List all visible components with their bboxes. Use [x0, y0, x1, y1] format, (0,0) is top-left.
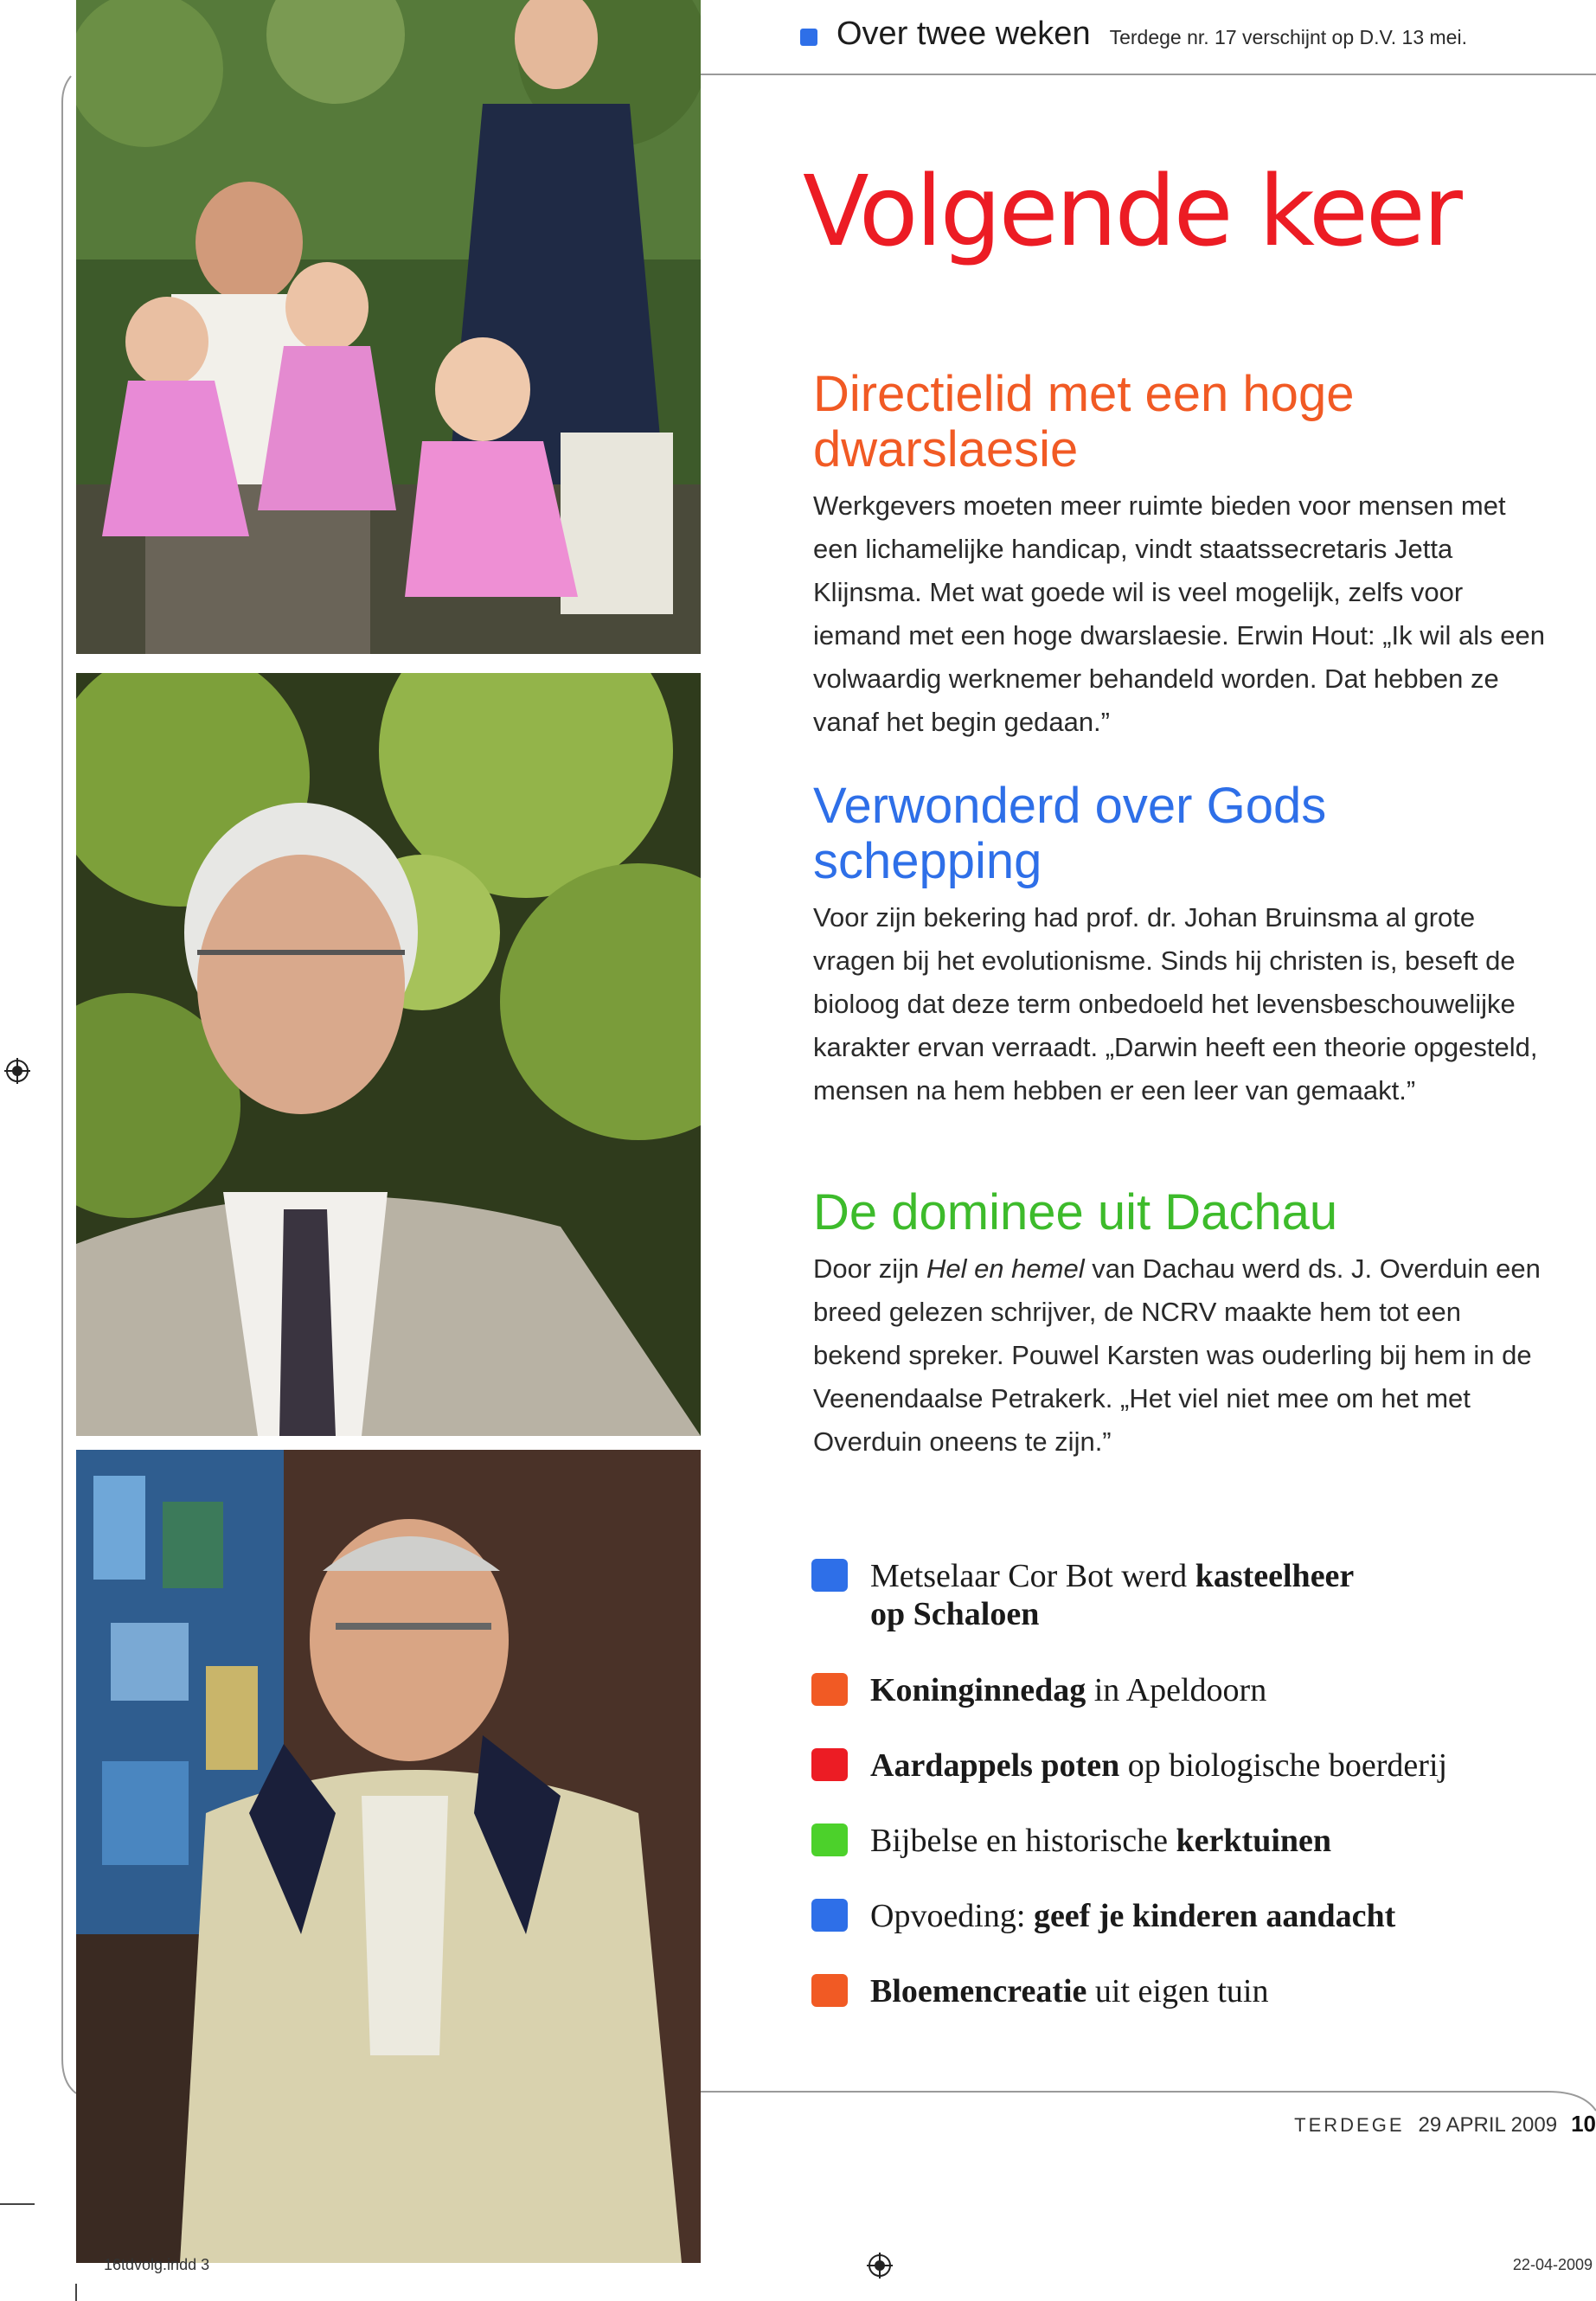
teaser-text: [870, 1972, 1268, 2010]
teaser-text-part: in Apeldoorn: [1086, 1672, 1267, 1708]
header-strip: [800, 16, 1467, 53]
teaser-highlight: op Schaloen: [870, 1596, 1040, 1632]
registration-mark-icon: [867, 2253, 893, 2279]
article-dachau: [813, 1185, 1548, 1464]
teaser-highlight: kerktuinen: [1176, 1823, 1332, 1859]
teaser-marker: [811, 1559, 848, 1592]
teaser-item: [811, 1747, 1447, 1785]
teaser-text: [870, 1897, 1395, 1935]
article-body: Voor zijn bekering had prof. dr. Johan Bruinsma al grote vragen bij het evolutionisme. Sinds hij christen is, beseft de bioloog dat deze term onbedoeld het levensbeschouwelijke karakter ervan verraadt. „Darwin heeft een theorie opgesteld, mensen na hem hebben er een leer van gemaakt.”: [813, 902, 1538, 1106]
page-number: 10: [1571, 2111, 1596, 2137]
teaser-item: [811, 1671, 1266, 1709]
article-heading: Directielid met een hoge dwarslaesie: [813, 366, 1355, 478]
preview-label: Over twee weken: [836, 16, 1091, 52]
teaser-marker: [811, 1974, 848, 2007]
teaser-highlight: Bloemencreatie: [870, 1973, 1087, 2009]
article-heading: De dominee uit Dachau: [813, 1184, 1338, 1240]
teaser-highlight: Aardappels poten: [870, 1747, 1120, 1784]
teaser-highlight: Koninginnedag: [870, 1672, 1086, 1708]
teaser-text-part: op biologische boerderij: [1119, 1747, 1448, 1784]
article-body-part: van Dachau werd ds. J. Overduin een breed gelezen schrijver, de NCRV maakte hem tot een bekend spreker. Pouwel Karsten was ouderling bij hem in de Veenendaalse Petrakerk. „Het viel niet mee om het met Overduin oneens te zijn.”: [813, 1253, 1541, 1457]
teaser-highlight: geef je kinderen aandacht: [1033, 1898, 1396, 1934]
article-schepping: [813, 779, 1548, 1112]
teaser-text-part: Opvoeding:: [870, 1898, 1034, 1934]
page-footer: [1294, 2111, 1596, 2138]
teaser-text-part: Bijbelse en historische: [870, 1823, 1176, 1859]
teaser-highlight: kasteelheer: [1195, 1558, 1355, 1594]
page-title: Volgende keer: [803, 156, 1460, 268]
article-body: [813, 1247, 1548, 1464]
slug-date: 22-04-2009: [1512, 2256, 1593, 2273]
issue-date: 29 APRIL 2009: [1418, 2113, 1558, 2137]
teaser-item: [811, 1972, 1268, 2010]
article-heading: Verwonderd over Gods schepping: [813, 778, 1327, 889]
article-body: Werkgevers moeten meer ruimte bieden voor mensen met een lichamelijke handicap, vindt staatssecretaris Jetta Klijnsma. Met wat goede wil is veel mogelijk, zelfs voor iemand met een hoge dwarslaesie. Erwin Hout: „Ik wil als een volwaardig werknemer behandeld worden. Dat hebben ze vanaf het begin gedaan.”: [813, 490, 1546, 737]
photo-minister: [76, 1450, 701, 2263]
issue-note: Terdege nr. 17 verschijnt op D.V. 13 mei.: [1109, 26, 1467, 48]
teaser-marker: [811, 1748, 848, 1781]
teaser-text: [870, 1671, 1266, 1709]
registration-mark-icon: [4, 1058, 30, 1084]
teaser-item: [811, 1897, 1395, 1935]
teaser-text-part: Metselaar Cor Bot werd: [870, 1558, 1195, 1594]
teaser-marker: [811, 1899, 848, 1932]
slug-file: 16tdvolg.indd 3: [104, 2256, 210, 2273]
article-dwarslaesie: [813, 367, 1548, 744]
teaser-item: [811, 1822, 1331, 1860]
teaser-text: [870, 1822, 1331, 1860]
teaser-marker: [811, 1823, 848, 1856]
photo-family: [76, 0, 701, 654]
book-title: Hel en hemel: [926, 1253, 1085, 1284]
teaser-item: [811, 1557, 1354, 1633]
blue-square-marker: [800, 29, 817, 46]
teaser-marker: [811, 1673, 848, 1706]
article-body-part: Door zijn: [813, 1253, 926, 1284]
teaser-text: [870, 1747, 1447, 1785]
teaser-text-part: uit eigen tuin: [1086, 1973, 1269, 2009]
photo-professor: [76, 673, 701, 1436]
teaser-text: [870, 1557, 1354, 1633]
magazine-name: TERDEGE: [1294, 2114, 1405, 2136]
